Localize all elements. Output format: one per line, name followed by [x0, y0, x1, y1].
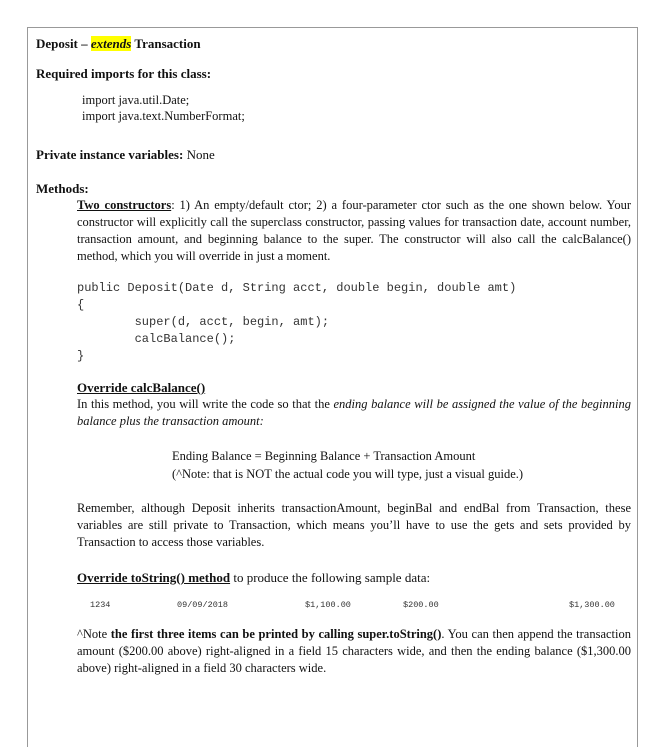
code-line: }	[77, 349, 85, 363]
final-note-post: . You can then append the transaction amount ($200.00 above) right-aligned in a field 15 characters wide, and then the ending balance ($1,300.00 above) right-aligned in a field 30 characters wide.	[77, 627, 631, 675]
imports-heading: Required imports for this class:	[36, 66, 212, 81]
constructor-label: Two constructors	[77, 198, 172, 212]
calc-heading: Override calcBalance()	[77, 380, 206, 395]
code-line: {	[77, 298, 85, 312]
sample-date: 09/09/2018	[177, 600, 229, 610]
tostring-line	[77, 570, 430, 586]
title-keyword: extends	[90, 36, 132, 51]
private-vars-label: Private instance variables:	[36, 147, 184, 162]
methods-heading: Methods:	[36, 181, 89, 196]
calc-text: In this method, you will write the code so that the	[77, 397, 334, 411]
private-vars	[36, 147, 215, 163]
private-vars-value: None	[183, 147, 215, 162]
code-line: public Deposit(Date d, String acct, double begin, double amt)	[77, 281, 517, 295]
final-note-pre: ^Note	[77, 627, 111, 641]
title-prefix: Deposit –	[36, 36, 91, 51]
sample-account: 1234	[90, 600, 111, 610]
formula: Ending Balance = Beginning Balance + Transaction Amount	[172, 449, 476, 463]
page-title	[36, 36, 201, 52]
remember-paragraph: Remember, although Deposit inherits transactionAmount, beginBal and endBal from Transaction, these variables are still private to Transaction, which means you’ll have to use the gets and sets provided by Transaction to access those variables.	[77, 501, 631, 549]
tostring-heading: Override toString() method	[77, 570, 231, 585]
sample-end-balance: $1,300.00	[569, 600, 615, 610]
final-note-bold: the first three items can be printed by calling super.toString()	[110, 627, 442, 641]
constructor-paragraph	[77, 197, 631, 265]
code-line: calcBalance();	[77, 332, 236, 346]
constructor-text: : 1) An empty/default ctor; 2) a four-parameter ctor such as the one shown below. Your constructor will explicitly call the superclass constructor, passing values for transaction date, account number, transaction amount, and beginning balance to the super. The constructor will also call the calcBalance() method, which you will override in just a moment.	[77, 198, 631, 263]
calc-paragraph	[77, 396, 631, 430]
import-line: import java.util.Date;	[82, 93, 190, 107]
code-line: super(d, acct, begin, amt);	[77, 315, 330, 329]
calc-italic: ending balance will be assigned the value of the beginning balance plus the transaction amount:	[77, 397, 631, 428]
formula-note: (^Note: that is NOT the actual code you will type, just a visual guide.)	[172, 467, 524, 481]
title-suffix: Transaction	[131, 36, 201, 51]
tostring-text: to produce the following sample data:	[230, 570, 431, 585]
import-line: import java.text.NumberFormat;	[82, 109, 245, 123]
final-note-paragraph	[77, 626, 631, 677]
sample-amount: $200.00	[403, 600, 439, 610]
sample-begin-balance: $1,100.00	[305, 600, 351, 610]
